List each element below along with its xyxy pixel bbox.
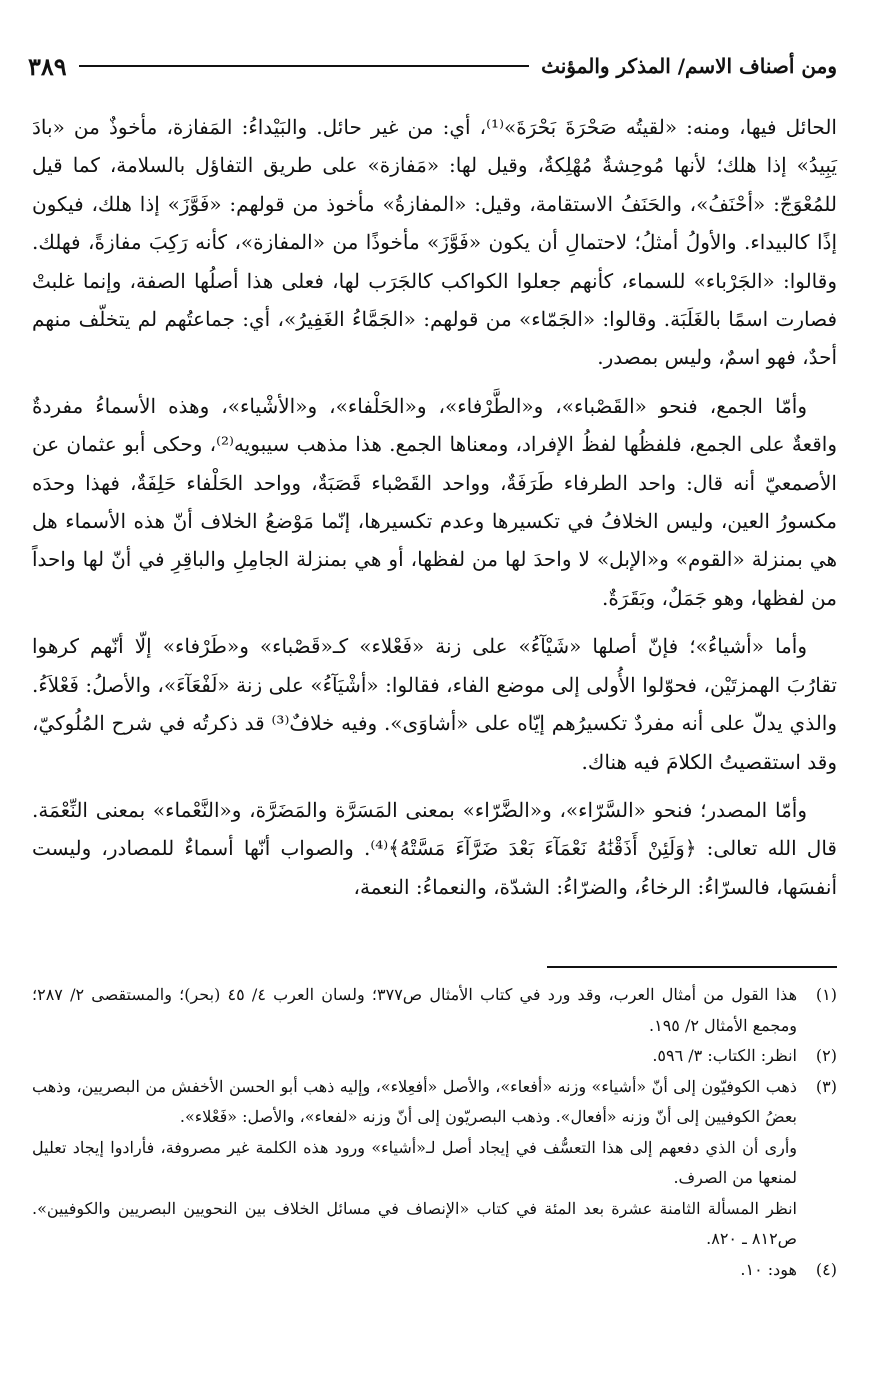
chapter-title: ومن أصناف الاسم/ المذكر والمؤنث <box>541 54 837 78</box>
footnote-number: (٤) <box>815 1259 837 1279</box>
footnote <box>32 1041 837 1072</box>
footnote-number: (٣) <box>815 1076 837 1096</box>
page-number: ٣٨٩ <box>28 51 67 81</box>
footnote-number: (١) <box>815 985 837 1004</box>
footnote-text: ذهب الكوفيّون إلى أنّ «أشياء» وزنه «أفعاء»، والأصل «أفعِلاء»، وإليه ذهب أبو الحسن الأخفش من البصريين، وذهب بعضُ الكوفيين إلى أنّ وزنه «أفعال». وذهب البصريّون إلى أنّ وزنه «لفعاء»، والأصل: «فَعْلاء». <box>32 1076 797 1126</box>
footnote <box>32 980 837 1041</box>
footnote-number: (٢) <box>815 1046 837 1065</box>
footnote-continuation: انظر المسألة الثامنة عشرة بعد المئة في كتاب «الإنصاف في مسائل الخلاف بين النحويين البصريين والكوفيين». ص٨١٢ ـ ٨٢٠. <box>32 1198 797 1248</box>
header-rule <box>79 65 529 67</box>
main-text <box>32 108 837 916</box>
footnote-text: هذا القول من أمثال العرب، وقد ورد في كتاب الأمثال ص٣٧٧؛ ولسان العرب ٤/ ٤٥ (بحر)؛ والمستقصى ٢/ ٢٨٧؛ ومجمع الأمثال ٢/ ١٩٥. <box>32 985 798 1035</box>
footnote-text: انظر: الكتاب: ٣/ ٥٩٦. <box>652 1046 797 1065</box>
running-header <box>28 46 837 86</box>
footnote-continuation: وأرى أن الذي دفعهم إلى هذا التعسُّف في إيجاد أصل لـ«أشياء» ورود هذه الكلمة غير مصروفة، فأرادوا إيجاد تعليل لمنعها من الصرف. <box>32 1137 797 1187</box>
footnote <box>32 1255 837 1286</box>
footnote-text: هود: ١٠. <box>740 1259 797 1279</box>
footnote <box>32 1072 837 1133</box>
footnote-separator <box>547 966 837 968</box>
paragraph: وأما «أشياءُ»؛ فإنّ أصلها «شَيْآءُ» على زنة «فَعْلاء» كـ«قَصْباء» و«طَرْفاء» إلّا أنّهم كرهوا تقارُبَ الهمزتَيْن، فحوّلوا الأُولى إلى موضع الفاء، فقالوا: «أشْيَآءُ» على زنة «لَفْعَآءَ»، والأصلُ: فَعْلاَءُ. والذي يدلّ على أنه مفردٌ تكسيرُهم إيّاه على «أشاوَى». وفيه خلافٌ⁽³⁾ قد ذكرتُه في شرح المُلُوكيّ، وقد استقصيتُ الكلامَ فيه هناك. <box>32 634 837 774</box>
footnotes <box>32 980 837 1285</box>
paragraph: وأمّا الجمع، فنحو «القَصْباء»، و«الطَّرْفاء»، و«الحَلْفاء»، و«الأشْياء»، وهذه الأسماءُ مفردةٌ واقعةٌ على الجمع، فلفظُها لفظُ الإفراد، ومعناها الجمع. هذا مذهب سيبويه⁽²⁾، وحكى أبو عثمان عن الأصمعيّ أنه قال: واحد الطرفاء طَرَفَةٌ، وواحد القَصْباء قَصَبَةٌ، وواحد الحَلْفاء حَلِفَةٌ، فهذا وحدَه مكسورُ العين، وليس الخلافُ في تكسيرها وعدم تكسيرها، إنّما مَوْضعُ الخلاف أنّ هذه الأسماء هل هي بمنزلة «القوم» و«الإبل» لا واحدَ لها من لفظها، أو هي بمنزلة الجامِلِ والباقِرِ في أنّ لها واحداً من لفظها، وهو جَمَلٌ، وبَقَرَةٌ. <box>32 393 837 610</box>
paragraph: وأمّا المصدر؛ فنحو «السَّرّاء»، و«الضَّرّاء» بمعنى المَسَرَّة والمَضَرَّة، و«النَّعْماء» بمعنى النِّعْمَة. قال الله تعالى: ﴿وَلَئِنْ أَذَقْنَٰهُ نَعْمَآءَ بَعْدَ ضَرَّآءَ مَسَّتْهُ﴾⁽⁴⁾. والصواب أنّها أسماءٌ للمصادر، وليست أنفسَها، فالسرّاءُ: الرخاءُ، والضرّاءُ: الشدّة، والنعماءُ: النعمة، <box>32 797 837 899</box>
paragraph: الحائل فيها، ومنه: «لقيتُه صَحْرَةَ بَحْرَةَ»⁽¹⁾، أي: من غير حائل. والبَيْداءُ: المَفازة، مأخوذٌ من «بادَ يَبِيدُ» إذا هلك؛ لأنها مُوحِشةٌ مُهْلِكةٌ، وقيل لها: «مَفازة» على طريق التفاؤل بالسلامة، كما قيل للمُعْوَجّ: «أحْنَفُ»، والحَنَفُ الاستقامة، وقيل: «المفازةُ» مأخوذ من قولهم: «فَوَّزَ» إذا هلك، فيكون إذًا كالبيداء. والأولُ أمثلُ؛ لاحتمالِ أن يكون «فَوَّزَ» مأخوذًا من «المفازة»، كأنه رَكِبَ مفازةً، فهلك. وقالوا: «الجَرْباء» للسماء، كأنهم جعلوا الكواكب كالجَرَب لها، فعلى هذا أصلُها الصفة، وإنما غلبتْ فصارت اسمًا بالغَلَبَة. وقالوا: «الجَمّاء» من قولهم: «الجَمَّاءُ الغَفِيرُ»، أي: جماعتُهم لم يتخلّف منهم أحدٌ، فهو اسمٌ، وليس بمصدر. <box>32 115 837 370</box>
